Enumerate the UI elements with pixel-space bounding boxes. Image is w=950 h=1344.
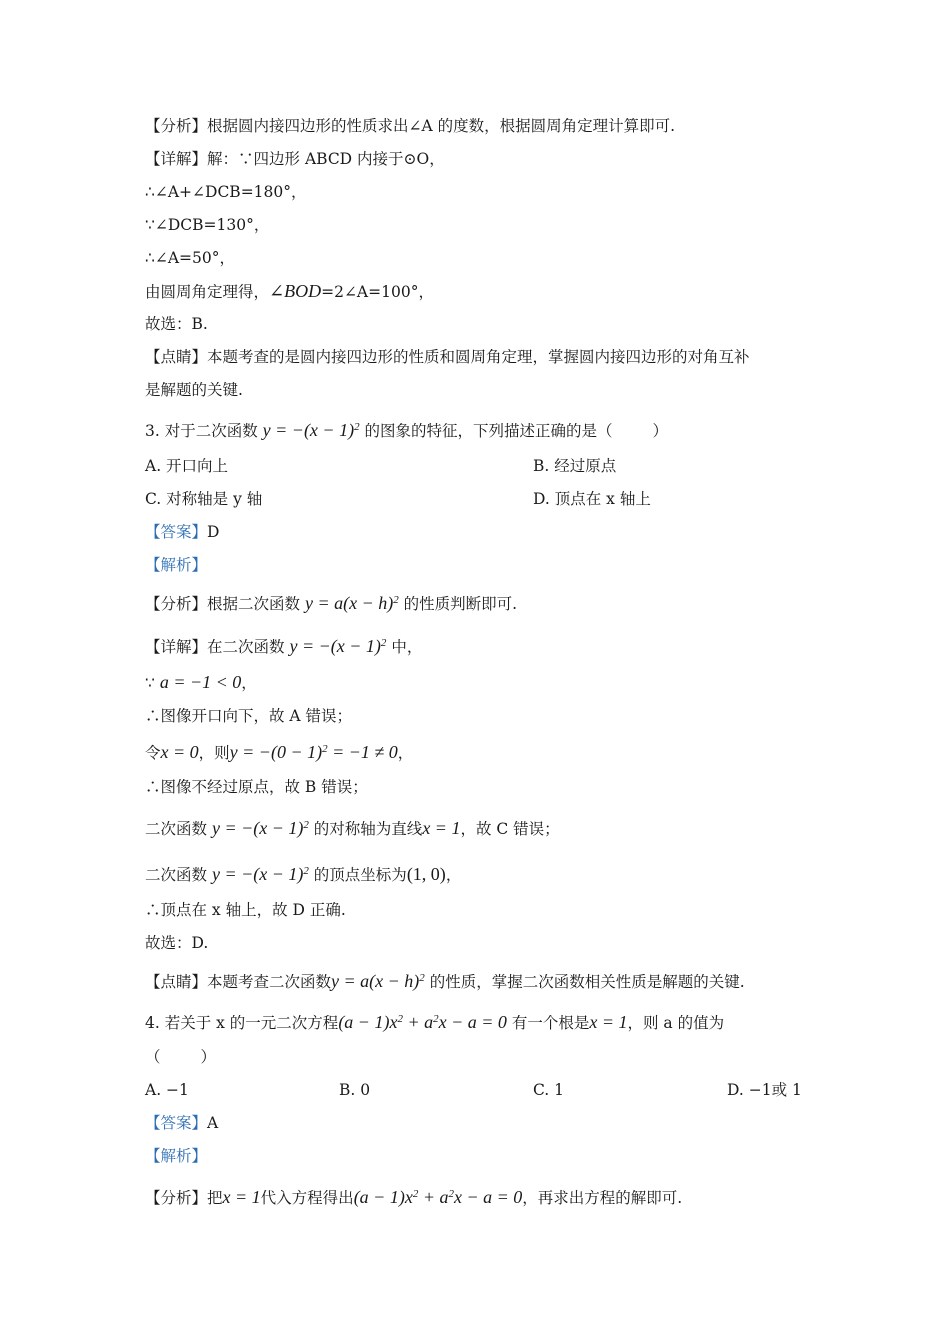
q2-step: ∴∠A+∠DCB=180°，: [145, 183, 307, 201]
q3-step: 二次函数 $y = -(x - 1)^2$ 的顶点坐标为(1, 0)，: [145, 864, 462, 885]
q3-option-c: C. 对称轴是 y 轴: [145, 490, 263, 508]
detail-tag: 【详解】: [145, 150, 208, 168]
math-expr: y = −(x − 1): [262, 420, 355, 441]
q3-step: ∴图像开口向下，故 A 错误；: [145, 707, 353, 725]
math-expr: y = −(x − 1): [289, 636, 381, 657]
comment-tag: 【点睛】: [145, 348, 208, 366]
analysis-tag: 【分析】: [145, 117, 208, 135]
q4-stem: 4. 若关于 x 的一元二次方程$(a - 1)x^2 + a^2x - a = 0$ 有一个根是x = 1，则 a 的值为: [145, 1012, 725, 1033]
detail-text: 解：∵四边形 ABCD 内接于⊙O，: [207, 150, 445, 168]
q2-detail: [145, 148, 445, 170]
q4-option-a: A. −1: [145, 1081, 189, 1099]
math-expr: a = −1 < 0: [159, 672, 242, 692]
q3-step: ∴顶点在 x 轴上，故 D 正确.: [145, 901, 346, 919]
q2-analysis: [145, 115, 675, 137]
explain-tag: 【解析】: [145, 556, 208, 574]
analysis-text: 根据圆内接四边形的性质求出∠A 的度数，根据圆周角定理计算即可.: [207, 117, 676, 135]
q3-comment: 【点睛】本题考查二次函数$y = a(x - h)^2$ 的性质，掌握二次函数相关性质是解题的关键.: [145, 971, 745, 992]
math-expr: y = a(x − h): [304, 593, 394, 614]
answer-tag: 【答案】: [145, 523, 208, 541]
q2-step: ∴∠A=50°，: [145, 249, 236, 267]
q3-choice: 故选：D.: [145, 934, 209, 952]
q2-step: 由圆周角定理得，∠BOD=2∠A=100°，: [145, 281, 434, 301]
explain-tag: 【解析】: [145, 1147, 208, 1165]
q4-option-c: C. 1: [533, 1081, 565, 1099]
q3-option-d: D. 顶点在 x 轴上: [533, 490, 651, 508]
q3-step: ∴图像不经过原点，故 B 错误；: [145, 778, 368, 796]
q4-stem-paren: （ ）: [145, 1048, 217, 1066]
q4-analysis: 【分析】把x = 1代入方程得出$(a - 1)x^2 + a^2x - a = 0$，再求出方程的解即可.: [145, 1187, 683, 1208]
q3-answer: 【答案】D: [145, 523, 220, 541]
q3-detail: 【详解】在二次函数 $y = -(x - 1)^2$ 中，: [145, 636, 423, 657]
q2-comment-cont: 是解题的关键.: [145, 381, 243, 399]
q4-answer: 【答案】A: [145, 1114, 219, 1132]
q2-step: ∵∠DCB=130°，: [145, 216, 270, 234]
q3-stem: 3. 对于二次函数 $y = -(x - 1)^2$ 的图象的特征，下列描述正确的是（ ）: [145, 420, 669, 441]
q3-step: 二次函数 $y = -(x - 1)^2$ 的对称轴为直线x = 1，故 C 错误；: [145, 818, 560, 839]
math-expr: ∠BOD: [269, 281, 322, 301]
q2-choice: 故选：B.: [145, 315, 208, 333]
q4-option-d: D. −1或 1: [727, 1081, 802, 1099]
q3-step: 令x = 0，则$y = -(0 - 1)^2 = -1 \ne 0$，: [145, 742, 414, 763]
q3-option-a: A. 开口向上: [145, 457, 229, 475]
q3-step: ∵ a = −1 < 0，: [145, 672, 257, 692]
q2-comment: 【点睛】本题考查的是圆内接四边形的性质和圆周角定理，掌握圆内接四边形的对角互补: [145, 348, 750, 366]
q4-option-b: B. 0: [339, 1081, 371, 1099]
q3-option-b: B. 经过原点: [533, 457, 617, 475]
q3-analysis: 【分析】根据二次函数 $y = a(x - h)^2$ 的性质判断即可.: [145, 593, 518, 614]
